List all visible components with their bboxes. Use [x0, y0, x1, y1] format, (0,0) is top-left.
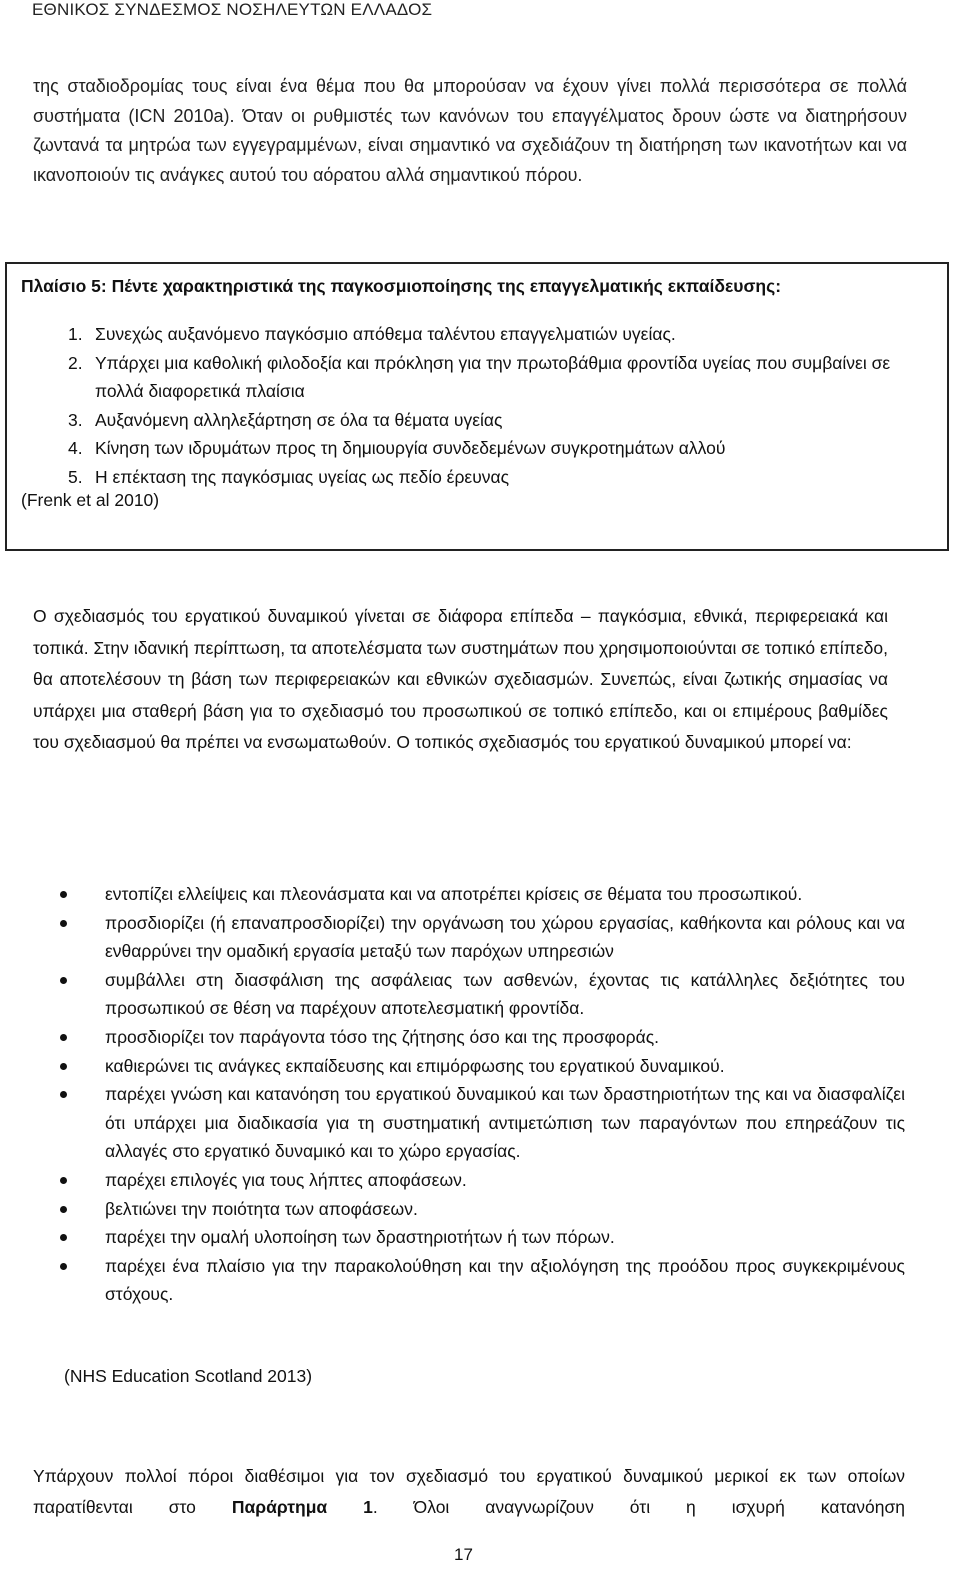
closing-paragraph: [33, 1461, 905, 1523]
item-number: 1.: [68, 324, 83, 344]
bullet-item: [60, 1195, 905, 1224]
bullet-item: [60, 966, 905, 1023]
bullet-text: παρέχει ένα πλαίσιο για την παρακολούθηση και την αξιολόγηση της προόδου προς συγκεκριμένους στόχους.: [105, 1255, 905, 1305]
bullet-icon: [60, 977, 67, 984]
item-text: Συνεχώς αυξανόμενο παγκόσμιο απόθεμα ταλέντου επαγγελματιών υγείας.: [95, 324, 676, 344]
bullet-item: [60, 1052, 905, 1081]
bullet-icon: [60, 1177, 67, 1184]
appendix-reference: Παράρτημα 1: [231, 1497, 373, 1517]
box-citation: (Frenk et al 2010): [21, 490, 160, 510]
box-numbered-list: [21, 320, 931, 491]
item-number: 3.: [68, 409, 83, 430]
box-5: [5, 262, 949, 551]
document-header: ΕΘΝΙΚΟΣ ΣΥΝΔΕΣΜΟΣ ΝΟΣΗΛΕΥΤΩΝ ΕΛΛΑΔΟΣ: [32, 0, 433, 19]
item-number: 5.: [68, 466, 83, 487]
bullet-text: προσδιορίζει (ή επαναπροσδιορίζει) την οργάνωση του χώρου εργασίας, καθήκοντα και ρόλους και να ενθαρρύνει την ομαδική εργασία μεταξύ των παρόχων υπηρεσιών: [105, 912, 905, 962]
bullet-text: παρέχει την ομαλή υλοποίηση των δραστηριοτήτων ή των πόρων.: [105, 1227, 615, 1248]
bullet-item: [60, 1023, 905, 1052]
bullet-text: προσδιορίζει τον παράγοντα τόσο της ζήτησης όσο και της προσφοράς.: [105, 1026, 660, 1047]
bullet-text: εντοπίζει ελλείψεις και πλεονάσματα και να αποτρέπει κρίσεις σε θέματα του προσωπικού.: [105, 884, 803, 904]
bullet-icon: [60, 1206, 67, 1213]
bullet-icon: [60, 1234, 67, 1241]
bullet-text: συμβάλλει στη διασφάλιση της ασφάλειας των ασθενών, έχοντας τις κατάλληλες δεξιότητες του προσωπικού σε θέση να παρέχουν αποτελεσματική φροντίδα.: [105, 969, 905, 1019]
box-list-item: [21, 434, 931, 463]
bullet-icon: [60, 920, 67, 927]
planning-paragraph: Ο σχεδιασμός του εργατικού δυναμικού γίνεται σε διάφορα επίπεδα – παγκόσμια, εθνικά, περιφερειακά και τοπικά. Στην ιδανική περίπτωση, τα αποτελέσματα των συστημάτων που χρησιμοποιούνται σε τοπικό επίπεδο, θα αποτελέσουν τη βάση των περιφερειακών και εθνικών σχεδιασμών. Συνεπώς, είναι ζωτικής σημασίας να υπάρχει μια σταθερή βάση για το σχεδιασμό του προσωπικού σε τοπικό επίπεδο, και οι επιμέρους βαθμίδες του σχεδιασμού θα πρέπει να ενσωματωθούν. Ο τοπικός σχεδιασμός του εργατικού δυναμικού μπορεί να:: [33, 606, 888, 752]
bullet-item: [60, 1223, 905, 1252]
item-text: Αυξανόμενη αλληλεξάρτηση σε όλα τα θέματα υγείας: [95, 409, 503, 430]
item-number: 2.: [68, 352, 83, 373]
nhs-citation: (NHS Education Scotland 2013): [64, 1366, 313, 1386]
box-list-item: [21, 463, 931, 492]
item-text: Υπάρχει μια καθολική φιλοδοξία και πρόκληση για την πρωτοβάθμια φροντίδα υγείας που συμβαίνει σε πολλά διαφορετικά πλαίσια: [95, 352, 891, 401]
item-text: Κίνηση των ιδρυμάτων προς τη δημιουργία συνδεδεμένων συγκροτημάτων αλλού: [95, 438, 726, 458]
bullet-icon: [60, 1091, 67, 1098]
box-list-item: [21, 349, 931, 406]
bullet-item: [60, 1080, 905, 1166]
bullet-item: [60, 880, 905, 909]
page-number: 17: [454, 1545, 473, 1564]
bullet-item: [60, 1252, 905, 1309]
intro-paragraph: της σταδιοδρομίας τους είναι ένα θέμα που θα μπορούσαν να έχουν γίνει πολλά περισσότερα σε πολλά συστήματα (ICN 2010a). Όταν οι ρυθμιστές των κανόνων του επαγγέλματος δρουν ώστε να διατηρήσουν ζωντανά τα μητρώα των εγγεγραμμένων, είναι σημαντικό να σχεδιάζουν τη διατήρηση των ικανοτήτων και να ικανοποιούν τις ανάγκες αυτού του αόρατου αλλά σημαντικού πόρου.: [33, 76, 907, 185]
box-title: Πλαίσιο 5: Πέντε χαρακτηριστικά της παγκοσμιοποίησης της επαγγελματικής εκπαίδευσης:: [21, 276, 782, 296]
bullet-text: παρέχει γνώση και κατανόηση του εργατικού δυναμικού και των δραστηριοτήτων της και να διασφαλίζει ότι υπάρχει μια διαδικασία για τη συστηματική αντιμετώπιση των παραγόντων που επηρεάζουν τις αλλαγές στο εργατικό δυναμικό και το χώρο εργασίας.: [105, 1084, 905, 1162]
box-list-item: [21, 320, 931, 349]
item-number: 4.: [68, 438, 83, 458]
closing-text-after: . Όλοι αναγνωρίζουν ότι η ισχυρή κατανόηση: [372, 1497, 905, 1517]
bullet-item: [60, 909, 905, 966]
box-list-item: [21, 406, 931, 435]
item-text: Η επέκταση της παγκόσμιας υγείας ως πεδίο έρευνας: [95, 466, 510, 487]
bullet-item: [60, 1166, 905, 1195]
bullet-icon: [60, 1063, 67, 1070]
planning-bullet-list: [60, 880, 905, 1309]
bullet-icon: [60, 1263, 67, 1270]
closing-text-before: Υπάρχουν πολλοί πόροι διαθέσιμοι για τον σχεδιασμό του εργατικού δυναμικού μερικοί εκ των οποίων παρατίθενται στο: [33, 1466, 905, 1517]
bullet-icon: [60, 1034, 67, 1041]
bullet-icon: [60, 891, 67, 898]
bullet-text: καθιερώνει τις ανάγκες εκπαίδευσης και επιμόρφωσης του εργατικού δυναμικού.: [105, 1055, 725, 1076]
bullet-text: παρέχει επιλογές για τους λήπτες αποφάσεων.: [105, 1169, 467, 1190]
bullet-text: βελτιώνει την ποιότητα των αποφάσεων.: [105, 1198, 418, 1219]
